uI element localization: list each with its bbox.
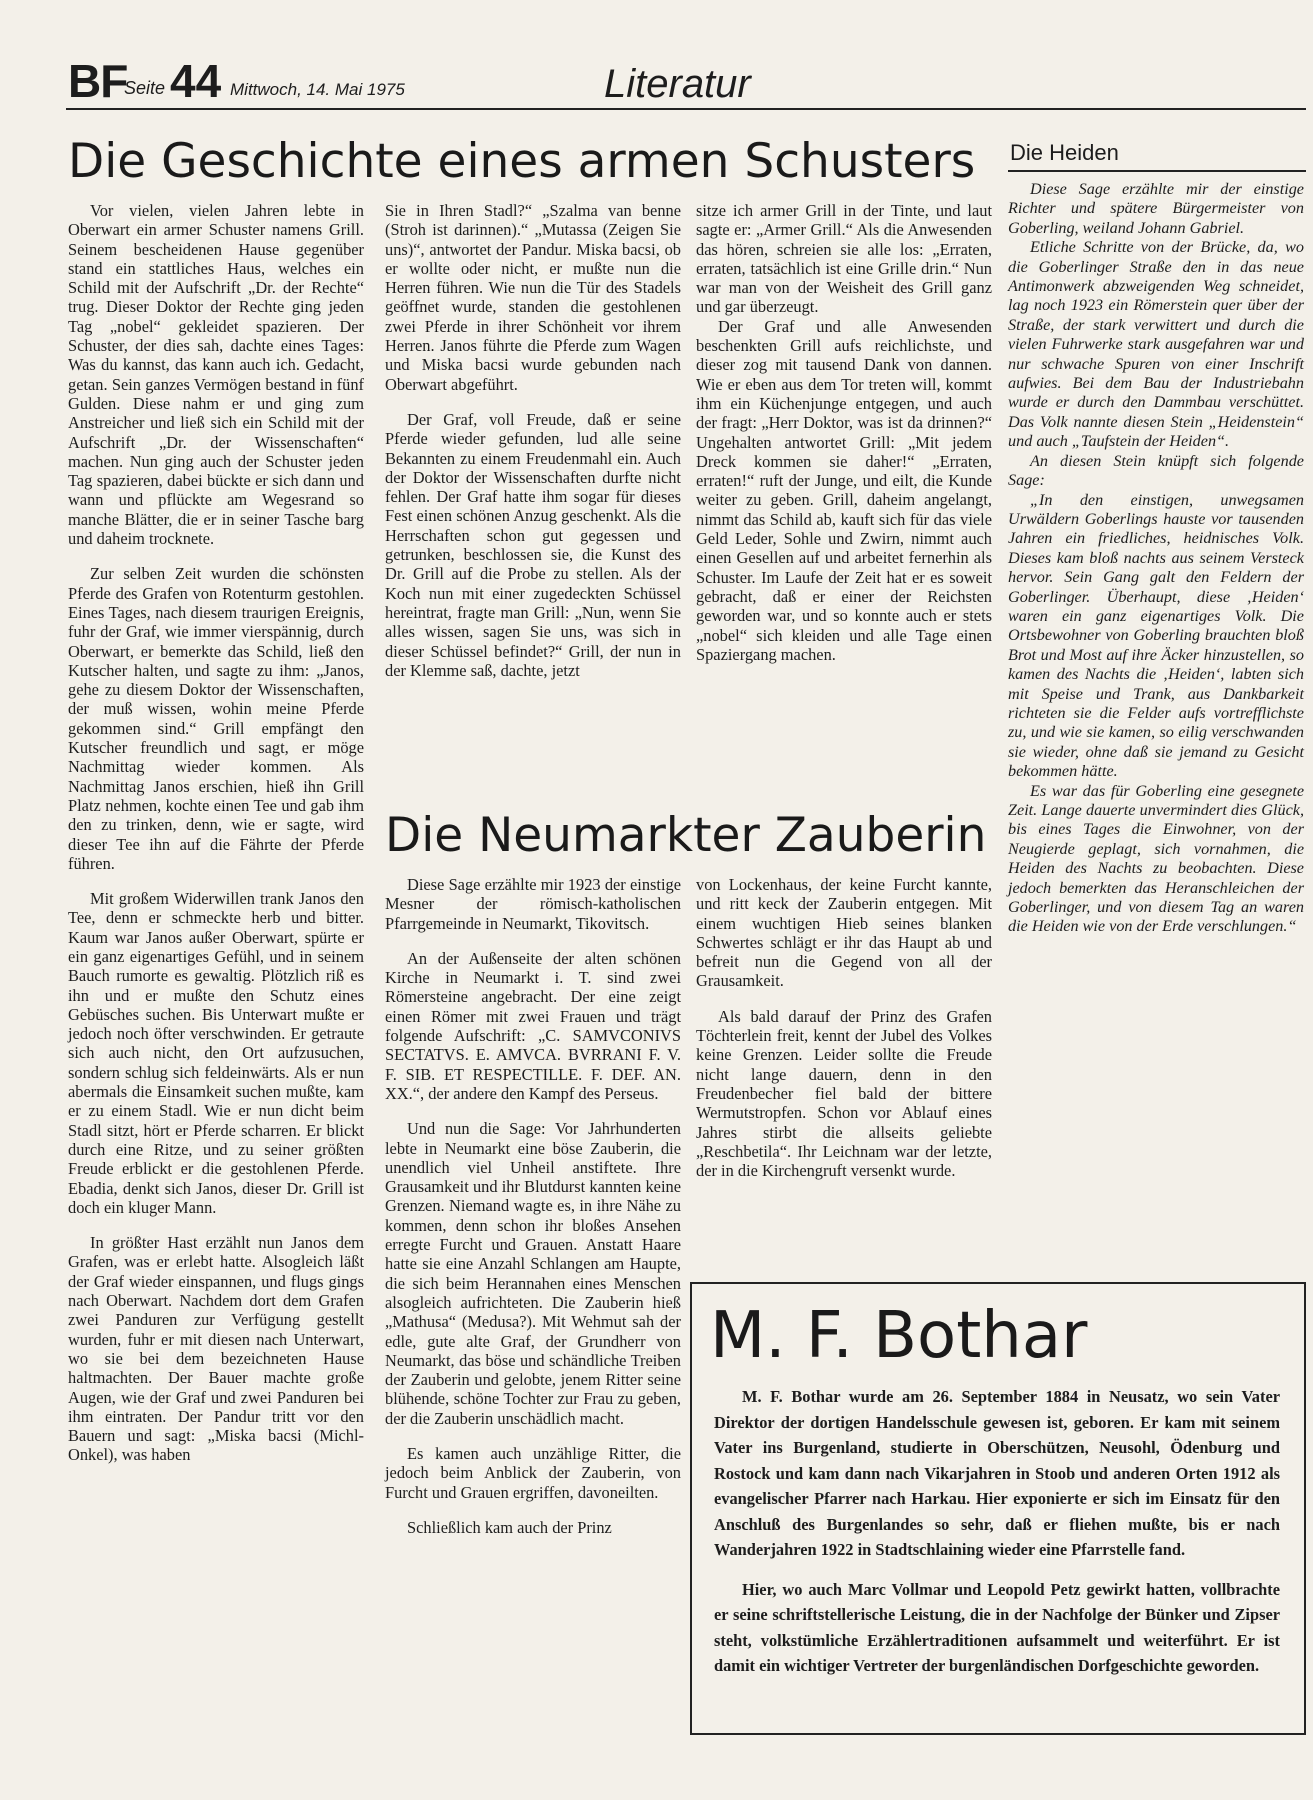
bio-title: M. F. Bothar xyxy=(710,1299,1088,1373)
paragraph: An der Außenseite der alten schönen Kirche in Neumarkt i. T. sind zwei Römersteine angebracht. Der eine zeigt einen Römer mit zwei Frauen und trägt folgende Aufschrift: „C. SAMVCONIVS SECTATVS. E. AMVCA. BVRRANI F. V. F. SIB. ET RESPECTILLE. F. DEF. AN. XX.“, der andere den Kampf des Perseus. xyxy=(385,948,681,1103)
paragraph: Als bald darauf der Prinz des Grafen Töchterlein freit, kennt der Jubel des Volkes keine Grenzen. Leider sollte die Freude nicht lange dauern, denn in den Freudenbecher fiel bald der bittere Wermutstropfen. Schon vor Ablauf eines Jahres stirbt die allseits geliebte „Reschbetila“. Ihr Leichnam war der letzte, der in die Kirchengruft versenkt wurde. xyxy=(696,1006,992,1181)
paragraph: Hier, wo auch Marc Vollmar und Leopold Petz gewirkt hatten, vollbrachte er seine schriftstellerische Leistung, die in der Nachfolge der Bünker und Zipser steht, volkstümliche Erzählertraditionen aufsammelt und weiterführt. Er ist damit ein wichtiger Vertreter der burgenländischen Dorfgeschichte geworden. xyxy=(714,1579,1280,1675)
paragraph: Es war das für Goberling eine gesegnete Zeit. Lange dauerte unvermindert dies Glück, bis eines Tages die Einwohner, von der Neugierde geplagt, sich vornahmen, die Heiden des Nachts zu beobachten. Diese jedoch bemerkten das Heranschleichen der Goberlinger, und von diesem Tag an waren die Heiden wie von der Erde verschlungen.“ xyxy=(1008,781,1304,936)
section-title: Literatur xyxy=(604,62,751,106)
article-zauberin-column-1 xyxy=(385,875,681,1553)
paragraph: Diese Sage erzählte mir 1923 der einstige Mesner der römisch-katholischen Pfarrgemeinde in Neumarkt, Tikovitsch. xyxy=(385,875,681,933)
header-rule xyxy=(66,108,1306,110)
paragraph: Vor vielen, vielen Jahren lebte in Oberwart ein armer Schuster namens Grill. Seinem bescheidenen Hause gegenüber stand ein stattliches Haus, welches ein Schild mit der Aufschrift „Dr. der Rechte“ trug. Dieser Doktor der Rechte ging jeden Tag „nobel“ gekleidet spazieren. Der Schuster, der dies sah, dachte eines Tages: Was du kannst, das kann auch ich. Gedacht, getan. Sein ganzes Vermögen bestand in fünf Gulden. Diese nahm er und ging zum Anstreicher und ließ sich ein Schild mit der Aufschrift „Dr. der Wissenschaften“ machen. Nun ging auch der Schuster jeden Tag spazieren, dabei bückte er sich dann und wann und pflückte am Wegesrand so manche Blätter, die er in seiner Tasche barg und daheim trocknete. xyxy=(68,201,364,549)
sidebar-column xyxy=(1008,180,1304,937)
paragraph: „In den einstigen, unwegsamen Urwäldern Goberlings hauste vor tausenden Jahren ein friedliches, heidnisches Volk. Dieses kam bloß nachts aus seinem Versteck hervor. Sein Gang galt den Feldern der Goberlinger. Überhaupt, diese ‚Heiden‘ waren ein ganz eigenartiges Volk. Die Ortsbewohner von Goberling brauchten bloß Brot und Most auf ihre Äcker hinzustellen, so kamen des Nachts die ‚Heiden‘, labten sich mit Speise und Trank, aus Dankbarkeit richteten sie die Felder aufs vortrefflichste zu, und wie sie kamen, so eilig verschwanden sie wieder, ohne daß sie jemand zu Gesicht bekommen hätte. xyxy=(1008,490,1304,781)
paragraph: Und nun die Sage: Vor Jahrhunderten lebte in Neumarkt eine böse Zauberin, die unendlich viel Unheil anstiftete. Ihre Grausamkeit und ihr Blutdurst kannten keine Grenzen. Niemand wagte es, in ihre Nähe zu kommen, denn schon ihr bloßes Ansehen erregte Furcht und Grauen. Anstatt Haare hatte sie eine Anzahl Schlangen am Haupte, die sich beim Herannahen eines Menschen alsogleich aufrichteten. Die Zauberin hieß „Mathusa“ (Medusa?). Mit Wehmut sah der edle, gute alte Graf, der Grundherr von Neumarkt, das böse und schändliche Treiben der Zauberin und gelobte, jenem Ritter seine blühende, schöne Tochter zur Frau zu geben, der die Zauberin unschädlich macht. xyxy=(385,1119,681,1428)
paragraph: Sie in Ihren Stadl?“ „Szalma van benne (Stroh ist darinnen).“ „Mutassa (Zeigen Sie uns)“, antwortet der Pandur. Miska bacsi, ob er wollte oder nicht, er mußte nun die Herren führen. Wie nun die Tür des Stadels geöffnet wurde, standen die gestohlenen zwei Pferde in ihrer Schönheit vor ihrem Herren. Janos führte die Pferde zum Wagen und Miska bacsi wurde gebunden nach Oberwart abgeführt. xyxy=(385,201,681,394)
paragraph: M. F. Bothar wurde am 26. September 1884 in Neusatz, wo sein Vater Direktor der dortigen Handelsschule gewesen ist, geboren. Er kam mit seinem Vater ins Burgenland, studierte in Oberschützen, Neusohl, Ödenburg und Rostock und kam dann nach Vikarjahren in Stoob und anderen Orten 1912 als evangelischer Pfarrer nach Harkau. Hier exponierte er sich im Einsatz für den Anschluß des Burgenlandes so sehr, daß er fliehen mußte, bis er nach Wanderjahren 1922 in Stadtschlaining wieder eine Pfarrstelle fand. xyxy=(714,1387,1280,1559)
article-zauberin-column-2 xyxy=(696,875,992,1196)
paragraph: Schließlich kam auch der Prinz xyxy=(407,1517,612,1537)
sidebar-rule xyxy=(1008,170,1306,172)
paragraph: In größter Hast erzählt nun Janos dem Grafen, was er erlebt hatte. Alsogleich läßt der Graf wieder einspannen, und flugs gings nach Oberwart. Nachdem dort dem Grafen zwei Panduren zur Verfügung gestellt wurden, fuhr er mit diesen nach Unterwart, wo sie bei dem bezeichneten Hause haltmachten. Der Bauer machte große Augen, wie der Graf und zwei Panduren bei ihm eintraten. Der Pandur tritt vor den Bauern und sagt: „Miska bacsi (Michl-Onkel), was haben xyxy=(68,1233,364,1465)
bio-box xyxy=(690,1282,1306,1735)
page-label: Seite xyxy=(124,78,166,98)
article-schuster-column-2 xyxy=(385,201,681,696)
bio-text xyxy=(714,1384,1280,1693)
article-schuster-column-3 xyxy=(696,201,992,680)
issue-date: Mittwoch, 14. Mai 1975 xyxy=(230,80,405,99)
paragraph: Es kamen auch unzählige Ritter, die jedoch beim Anblick der Zauberin, von Furcht und Grauen ergriffen, davoneilten. xyxy=(385,1444,681,1502)
article-headline-schuster: Die Geschichte eines armen Schusters xyxy=(68,134,976,189)
paragraph: An diesen Stein knüpft sich folgende Sage: xyxy=(1008,451,1304,490)
article-schuster-column-1 xyxy=(68,201,364,1481)
paragraph: Etliche Schritte von der Brücke, da, wo die Goberlinger Straße den in das neue Antimonwerk abzweigenden Weg schneidet, lag noch 1923 ein Römerstein quer über der Straße, der stark verwittert und durch die vielen Fuhrwerke stark ausgefahren war und nur schwache Spuren von einer Inschrift aufwies. Bei dem Bau der Industriebahn wurde er durch den Dammbau verschüttet. Das Volk nannte diesen Stein „Heidenstein“ und auch „Taufstein der Heiden“. xyxy=(1008,238,1304,451)
paragraph: Der Graf und alle Anwesenden beschenkten Grill aufs reichlichste, und dieser zog mit tausend Dank von dannen. Wie er eben aus dem Tor treten will, kommt ihm ein Küchenjunge entgegen, und auch der fragt: „Herr Doktor, was ist da drinnen?“ Ungehalten antwortet Grill: „Mit jedem Dreck kommen sie daher!“ „Erraten, erraten!“ ruft der Junge, und eilt, die Kunde weiter zu geben. Grill, daheim angelangt, nimmt das Schild ab, kauft sich für das viele Geld Leder, Sohle und Zwirn, nimmt auch einen Gesellen auf und arbeitet fernerhin als Schuster. Im Laufe der Zeit hat er es soweit gebracht, daß er einer der Reichsten geworden war, und so konnte auch er stets „nobel“ sich kleiden und alle Tage einen Spaziergang machen. xyxy=(696,316,992,664)
article-headline-zauberin: Die Neumarkter Zauberin xyxy=(385,808,987,863)
paragraph: Der Graf, voll Freude, daß er seine Pferde wieder gefunden, lud alle seine Bekannten zu einem Freudenmahl ein. Auch der Doktor der Wissenschaften durfte nicht fehlen. Der Graf hatte ihm sogar für dieses Fest einen schönen Anzug geschenkt. Als die Herrschaften schon gut gegessen und getrunken, beschlossen sie, die Kunst des Dr. Grill auf die Probe zu stellen. Als der Koch nun mit einer zugedeckten Schüssel hereintrat, fragte man Grill: „Nun, wenn Sie alles wissen, sagen Sie uns, was sich in dieser Schüssel befindet?“ Grill, der nun in der Klemme saß, dachte, jetzt xyxy=(385,409,681,680)
page-number: 44 xyxy=(170,55,222,107)
newspaper-logo: BF xyxy=(68,55,128,107)
paragraph: Mit großem Widerwillen trank Janos den Tee, denn er schmeckte herb und bitter. Kaum war Janos außer Oberwart, spürte er ein ganz eigenartiges Gefühl, und in seinem Bauch rumorte es gewaltig. Plötzlich riß es ihn und er mußte den Schutz eines Gebüsches suchen. Bis Unterwart mußte er jedoch noch öfter verschwinden. Er getraute sich auch nicht, den Ort aufzusuchen, sondern schlug sich feldeinwärts. Als er nun abermals die Einsamkeit suchen mußte, kam er zu einem Stadl. Wie er nun dicht beim Stadl sitzt, hört er Pferde scharren. Er blickt durch eine Ritze, und zu seiner größten Freude erblickt er die gestohlenen Pferde. Ebadia, denkt sich Janos, dieser Dr. Grill ist doch ein kluger Mann. xyxy=(68,889,364,1217)
paragraph: sitze ich armer Grill in der Tinte, und laut sagte er: „Armer Grill.“ Als die Anwesenden das hören, schreien sie alle los: „Erraten, erraten, tatsächlich ist eine Grille drin.“ Nun war man von der Weisheit des Grill ganz und gar überzeugt. xyxy=(696,201,992,317)
paragraph: Diese Sage erzählte mir der einstige Richter und spätere Bürgermeister von Goberling, weiland Johann Gabriel. xyxy=(1008,180,1304,237)
paragraph: von Lockenhaus, der keine Furcht kannte, und ritt keck der Zauberin entgegen. Mit einem wuchtigen Hieb seines blanken Schwertes schlägt er ihr das Haupt ab und befreit nun die Gegend von all der Grausamkeit. xyxy=(696,875,992,991)
paragraph: Zur selben Zeit wurden die schönsten Pferde des Grafen von Rotenturm gestohlen. Eines Tages, nach diesem traurigen Ereignis, fuhr der Graf, wie immer vierspännig, durch Oberwart, er bemerkte das Schild, ließ den Kutscher halten, und sagte zu ihm: „Janos, gehe zu diesem Doktor der Wissenschaften, der muß wissen, wohin meine Pferde gekommen sind.“ Grill empfängt den Kutscher freundlich und sagt, er möge Nachmittag wieder kommen. Als Nachmittag Janos erschien, hieß ihn Grill Platz nehmen, kochte einen Tee und gab ihm den zu trinken, denn, wie er sagte, wird dieser Tee ihn auf die Fährte der Pferde führen. xyxy=(68,564,364,873)
sidebar-title: Die Heiden xyxy=(1010,140,1119,165)
